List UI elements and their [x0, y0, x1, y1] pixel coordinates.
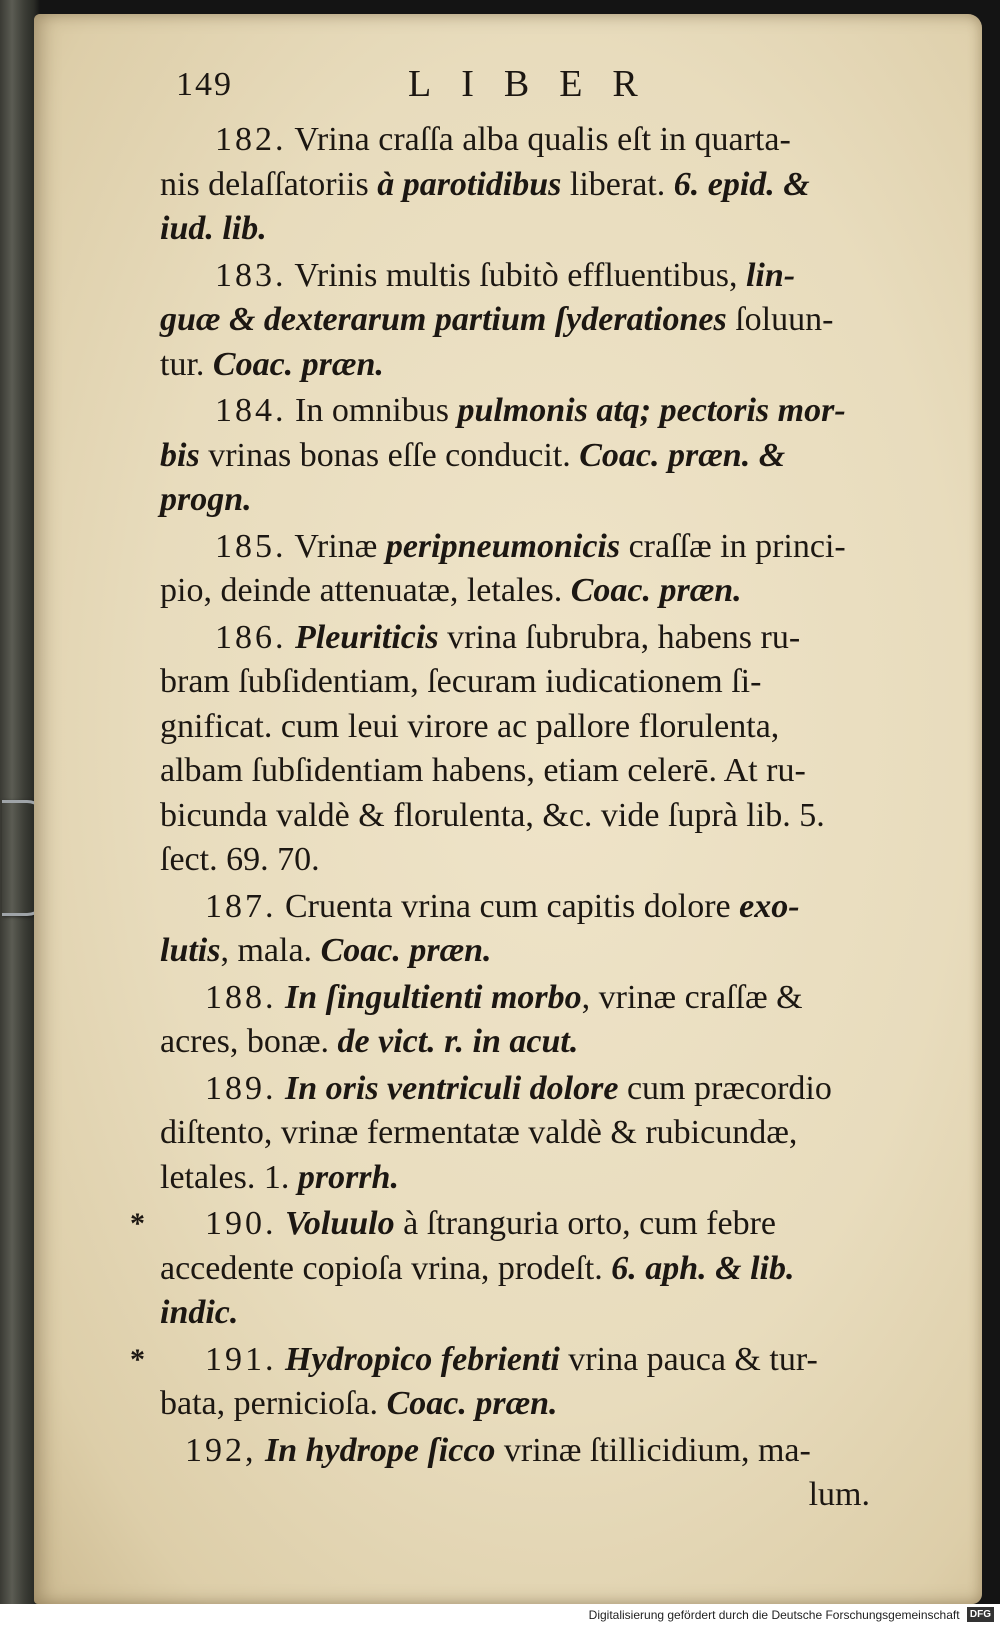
- text-line: [160, 1473, 880, 1518]
- aphorism-entry: [160, 254, 880, 388]
- text-line: [160, 1111, 880, 1156]
- italic-reference: guæ & dexterarum partium ſyderationes: [160, 301, 727, 338]
- text-line: [160, 525, 880, 570]
- entry-number: 185.: [215, 527, 287, 565]
- italic-reference: iud. lib.: [160, 210, 267, 247]
- italic-reference: Pleuriticis: [295, 618, 439, 656]
- aphorism-entry: [130, 1202, 880, 1336]
- text-segment: Vrina craſſa alba qualis eſt in quarta-: [286, 121, 791, 158]
- aphorism-entry: [160, 976, 880, 1065]
- text-line: [160, 343, 880, 388]
- text-line: [160, 1338, 880, 1383]
- text-segment: cum præcordio: [618, 1069, 832, 1107]
- text-line: [160, 434, 880, 479]
- italic-reference: Hydropico febrienti: [285, 1340, 560, 1378]
- aphorism-entry: [160, 389, 880, 523]
- italic-reference: Coac. præn.: [570, 572, 742, 609]
- italic-reference: exo-: [739, 887, 800, 925]
- asterisk-mark: *: [130, 1342, 145, 1376]
- italic-reference: bis: [160, 436, 200, 474]
- text-segment: diſtento, vrinæ fermentatæ valdè & rubicundæ,: [160, 1114, 798, 1151]
- text-line: [160, 749, 880, 794]
- text-segment: ſect. 69. 70.: [160, 841, 320, 878]
- text-segment: lum.: [808, 1476, 870, 1513]
- text-segment: tur.: [160, 345, 213, 383]
- text-line: [160, 885, 880, 930]
- italic-reference: Voluulo: [285, 1205, 395, 1242]
- text-line: [160, 1067, 880, 1112]
- text-line: [160, 1291, 880, 1336]
- text-segment: [257, 1432, 266, 1469]
- text-segment: [277, 1341, 286, 1378]
- entry-number: 182.: [215, 121, 287, 158]
- aphorism-entry: [160, 525, 880, 614]
- text-segment: pio, deinde attenuatæ, letales.: [160, 572, 571, 609]
- dfg-logo: DFG: [967, 1607, 994, 1622]
- text-segment: , mala.: [220, 932, 321, 969]
- italic-reference: 6. aph. & lib.: [611, 1249, 795, 1287]
- italic-reference: peripneumonicis: [385, 527, 621, 565]
- footer-bar: [0, 1604, 1000, 1626]
- text-line: [160, 478, 880, 523]
- text-line: [160, 118, 880, 163]
- text-segment: vrinæ ſtillicidium, ma-: [495, 1431, 811, 1469]
- aphorism-entry: [160, 616, 880, 883]
- text-segment: Vrinæ: [286, 527, 386, 565]
- aphorism-entry: [160, 1429, 880, 1518]
- aphorism-entry: [160, 118, 880, 252]
- text-segment: vrina pauca & tur-: [559, 1340, 818, 1378]
- text-segment: bicunda valdè & florulenta, &c. vide ſuprà lib. 5.: [160, 796, 825, 834]
- text-line: [160, 929, 880, 974]
- text-line: [160, 1247, 880, 1292]
- text-segment: gnificat. cum leui virore ac pallore florulenta,: [160, 707, 780, 745]
- text-segment: [277, 979, 286, 1016]
- text-line: [160, 1020, 880, 1065]
- text-segment: bata, pernicioſa.: [160, 1385, 387, 1422]
- italic-reference: à parotidibus: [377, 165, 562, 203]
- text-line: [160, 660, 880, 705]
- text-segment: [277, 1205, 286, 1242]
- text-segment: craſſæ in princi-: [620, 527, 846, 565]
- text-line: [160, 1202, 880, 1247]
- italic-reference: 6. epid. &: [673, 165, 810, 203]
- italic-reference: Coac. præn.: [386, 1385, 558, 1422]
- entry-number: 188.: [205, 978, 277, 1016]
- page-text: [130, 118, 880, 1520]
- italic-reference: Coac. præn. &: [579, 436, 786, 474]
- text-segment: bram ſubſidentiam, ſecuram iudicationem ſi-: [160, 663, 762, 700]
- text-segment: ſoluun-: [726, 301, 834, 338]
- text-segment: acres, bonæ.: [160, 1023, 338, 1060]
- text-segment: [287, 619, 296, 656]
- aphorism-entry: [160, 885, 880, 974]
- italic-reference: de vict. r. in acut.: [337, 1023, 579, 1060]
- text-line: [160, 254, 880, 299]
- text-line: [160, 705, 880, 750]
- asterisk-mark: *: [130, 1207, 145, 1240]
- text-segment: , vrinæ craſſæ &: [581, 978, 803, 1016]
- entry-number: 183.: [215, 256, 287, 294]
- entry-number: 190.: [205, 1205, 277, 1242]
- entry-number: 187.: [205, 887, 277, 925]
- aphorism-entry: [130, 1338, 880, 1427]
- text-segment: vrina ſubrubra, habens ru-: [438, 618, 801, 656]
- page-number: 149: [176, 66, 233, 103]
- text-segment: Vrinis multis ſubitò effluentibus,: [286, 256, 746, 294]
- page-header: [170, 62, 890, 112]
- italic-reference: prorrh.: [297, 1158, 399, 1196]
- italic-reference: lutis: [160, 932, 221, 969]
- italic-reference: In hydrope ſicco: [265, 1431, 496, 1469]
- italic-reference: indic.: [160, 1294, 239, 1331]
- text-line: [160, 1382, 880, 1427]
- text-segment: à ſtranguria orto, cum febre: [394, 1205, 777, 1242]
- footer-credit: Digitalisierung gefördert durch die Deutsche Forschungsgemeinschaft: [588, 1608, 960, 1622]
- entry-number: 191.: [205, 1340, 277, 1378]
- text-segment: albam ſubſidentiam habens, etiam celerē. At ru-: [160, 752, 806, 789]
- italic-reference: lin-: [745, 256, 796, 294]
- italic-reference: In ſingultienti morbo: [285, 978, 582, 1016]
- text-line: [160, 976, 880, 1021]
- text-line: [160, 298, 880, 343]
- entry-number: 184.: [215, 392, 287, 429]
- text-line: [160, 1156, 880, 1201]
- italic-reference: progn.: [160, 481, 252, 518]
- text-segment: accedente copioſa vrina, prodeſt.: [160, 1249, 612, 1287]
- running-head: LIBER: [408, 63, 668, 105]
- italic-reference: In oris ventriculi dolore: [285, 1069, 619, 1107]
- text-segment: liberat.: [561, 165, 674, 203]
- text-segment: vrinas bonas eſſe conducit.: [199, 436, 580, 474]
- entry-number: 186.: [215, 618, 287, 656]
- text-line: [160, 207, 880, 252]
- text-line: [160, 1429, 880, 1474]
- text-segment: Cruenta vrina cum capitis dolore: [276, 887, 740, 925]
- text-line: [160, 389, 880, 434]
- text-line: [160, 794, 880, 839]
- text-line: [160, 163, 880, 208]
- text-segment: nis delaſſatoriis: [160, 165, 378, 203]
- text-segment: letales. 1.: [160, 1158, 298, 1196]
- aphorism-entry: [160, 1067, 880, 1201]
- italic-reference: pulmonis atq; pectoris mor-: [457, 392, 846, 429]
- entry-number: 192,: [185, 1431, 257, 1469]
- text-segment: [277, 1070, 286, 1107]
- italic-reference: Coac. præn.: [212, 345, 384, 383]
- text-line: [160, 616, 880, 661]
- italic-reference: Coac. præn.: [320, 932, 492, 969]
- text-line: [160, 838, 880, 883]
- entry-number: 189.: [205, 1069, 277, 1107]
- text-segment: In omnibus: [286, 392, 458, 429]
- text-line: [160, 569, 880, 614]
